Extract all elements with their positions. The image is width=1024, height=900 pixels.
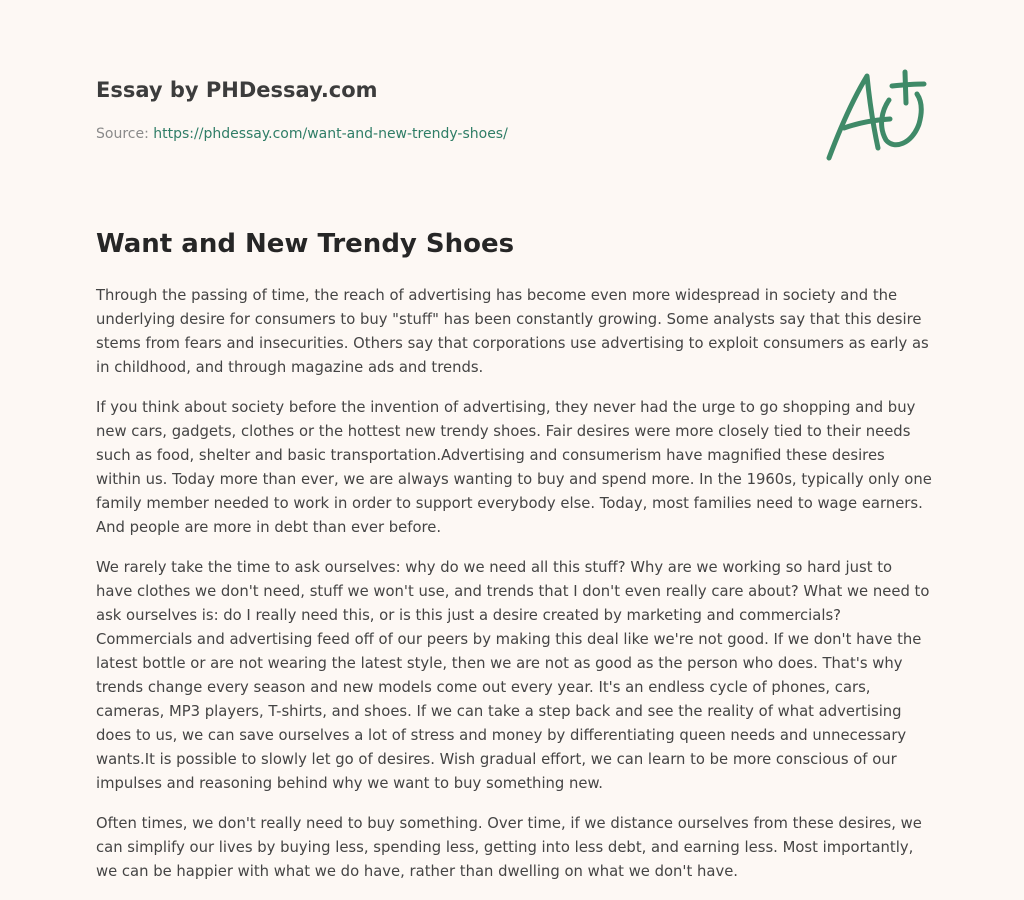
page-header	[96, 76, 796, 144]
site-brand: Essay by PHDessay.com	[96, 78, 378, 102]
source-line	[96, 124, 796, 144]
essay-paragraph: We rarely take the time to ask ourselves: why do we need all this stuff? Why are we working so hard just to have clothes we don't need, stuff we won't use, and trends that I don't even really care about? What we need to ask ourselves is: do I really need this, or is this just a desire created by marketing and commercials?Commercials and advertising feed off of our peers by making this deal like we're not good. If we don't have the latest bottle or are not wearing the latest style, then we are not as good as the person who does. That's why trends change every season and new models come out every year. It's an endless cycle of phones, cars, cameras, MP3 players, T-shirts, and shoes. If we can take a step back and see the reality of what advertising does to us, we can save ourselves a lot of stress and money by differentiating queen needs and unnecessary wants.It is possible to slowly let go of desires. Wish gradual effort, we can learn to be more conscious of our impulses and reasoning behind why we want to buy something new.	[96, 559, 930, 792]
essay-body	[96, 284, 932, 900]
essay-title: Want and New Trendy Shoes	[96, 229, 515, 259]
essay-paragraph: Often times, we don't really need to buy something. Over time, if we distance ourselves from these desires, we can simplify our lives by buying less, spending less, getting into less debt, and earning less. Most importantly, we can be happier with what we do have, rather than dwelling on what we don't have.	[96, 815, 922, 880]
essay-paragraph: If you think about society before the invention of advertising, they never had the urge to go shopping and buy new cars, gadgets, clothes or the hottest new trendy shoes. Fair desires were more closely tied to their needs such as food, shelter and basic transportation.Advertising and consumerism have magnified these desires within us. Today more than ever, we are always wanting to buy and spend more. In the 1960s, typically only one family member needed to work in order to support everybody else. Today, most families need to wage earners. And people are more in debt than ever before.	[96, 399, 932, 536]
a-plus-logo-icon	[820, 66, 930, 166]
essay-paragraph: Through the passing of time, the reach of advertising has become even more widespread in society and the underlying desire for consumers to buy "stuff" has been constantly growing. Some analysts say that this desire stems from fears and insecurities. Others say that corporations use advertising to exploit consumers as early as in childhood, and through magazine ads and trends.	[96, 287, 929, 376]
source-label: Source:	[96, 126, 149, 142]
source-link[interactable]: https://phdessay.com/want-and-new-trendy-shoes/	[153, 126, 508, 142]
